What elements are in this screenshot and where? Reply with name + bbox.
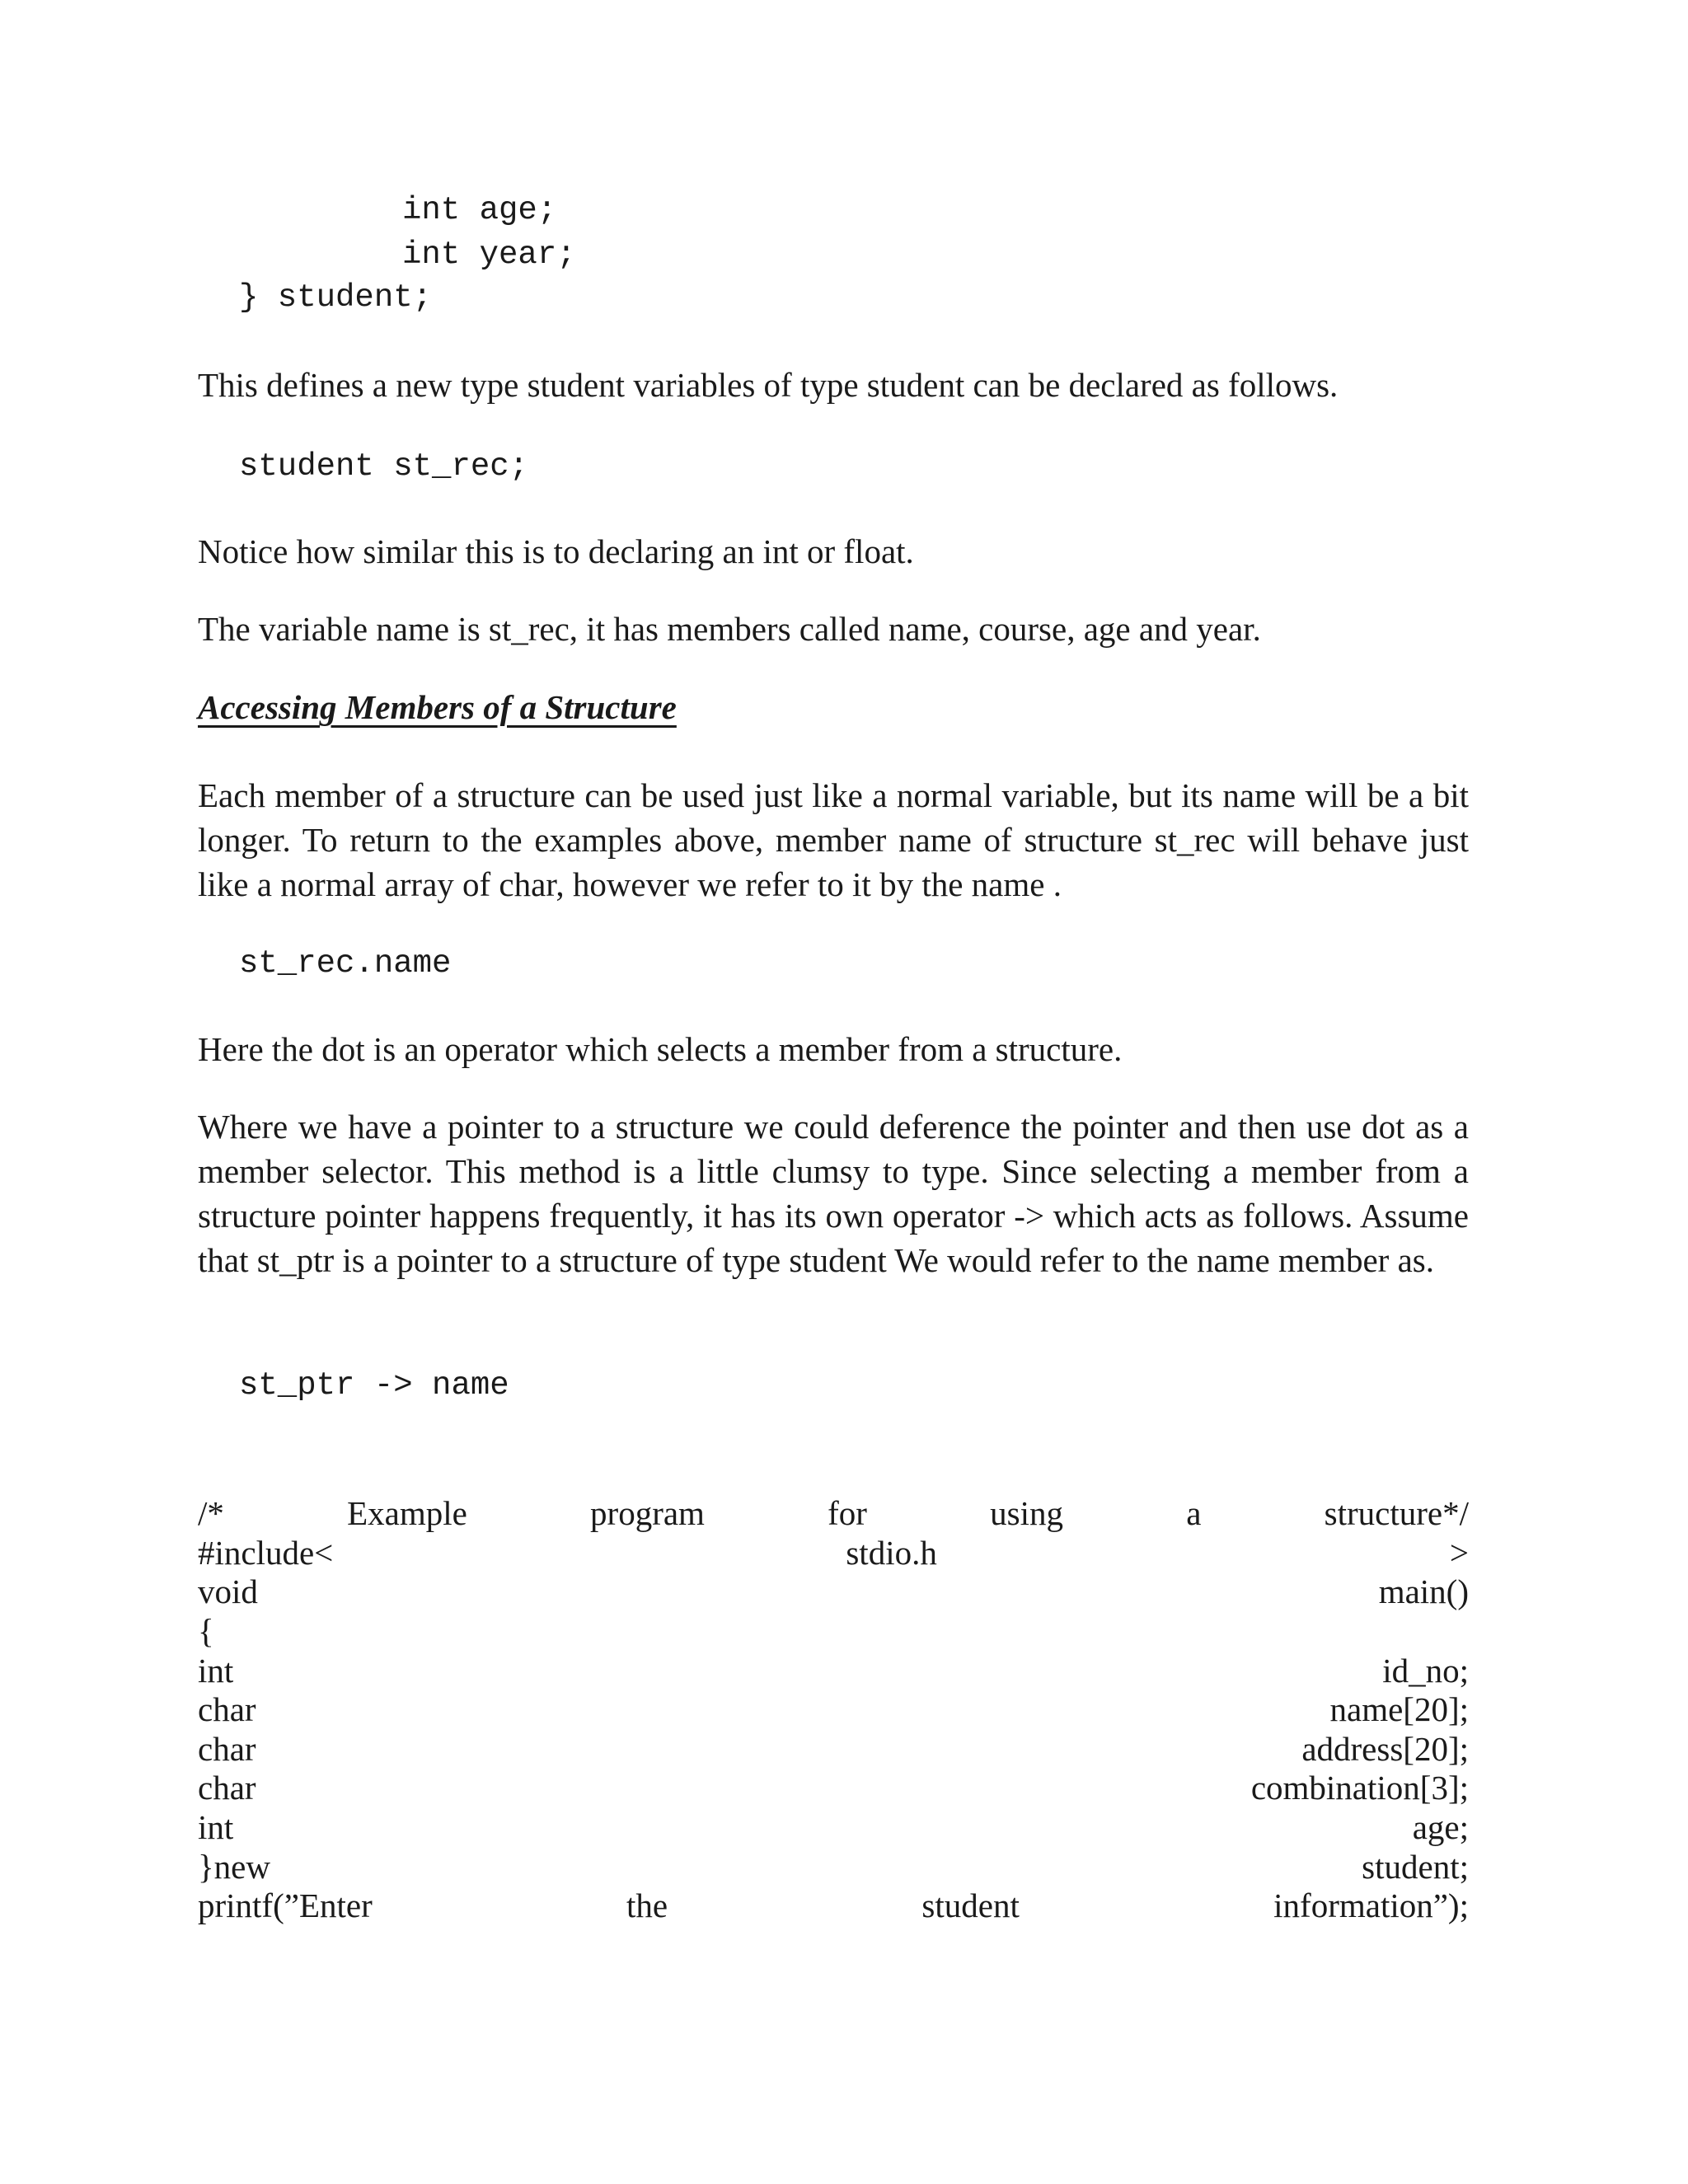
program-token: int — [198, 1652, 234, 1690]
paragraph-notice: Notice how similar this is to declaring an int or float. — [198, 532, 914, 570]
program-token: id_no; — [1382, 1652, 1469, 1690]
code-st-rec-name: st_rec.name — [239, 945, 452, 982]
program-line — [198, 1533, 1469, 1572]
program-token: #include< — [198, 1534, 334, 1572]
code-st-ptr-name: st_ptr -> name — [239, 1367, 509, 1404]
program-token: }new — [198, 1848, 270, 1886]
paragraph-new-type: This defines a new type student variables of type student can be declared as follows. — [198, 366, 1339, 404]
program-token: using — [990, 1494, 1064, 1532]
code-student-st-rec: student st_rec; — [239, 448, 529, 485]
code-line-student: } student; — [239, 279, 433, 316]
program-line — [198, 1572, 1469, 1611]
program-token: main() — [1378, 1572, 1469, 1610]
program-token: information”); — [1273, 1886, 1469, 1924]
program-token: address[20]; — [1301, 1730, 1469, 1768]
program-token: a — [1186, 1494, 1202, 1532]
program-line — [198, 1611, 1469, 1651]
program-token: char — [198, 1730, 256, 1768]
program-token: stdio.h — [846, 1534, 937, 1572]
program-line — [198, 1847, 1469, 1886]
program-token: printf(”Enter — [198, 1886, 373, 1924]
paragraph-each-member: Each member of a structure can be used just like a normal variable, but its name will be a bit longer. To return to the examples above, member name of structure st_rec will behave just like a normal array of char, however we refer to it by the name . — [198, 776, 1469, 903]
section-heading: Accessing Members of a Structure — [198, 688, 677, 726]
program-token: void — [198, 1572, 258, 1610]
program-line — [198, 1729, 1469, 1769]
paragraph-dot-operator: Here the dot is an operator which selects a member from a structure. — [198, 1030, 1123, 1068]
program-token: structure*/ — [1324, 1494, 1469, 1532]
paragraph-variable-name: The variable name is st_rec, it has members called name, course, age and year. — [198, 610, 1261, 648]
program-token: char — [198, 1769, 256, 1807]
code-line-int-age: int age; — [402, 192, 557, 228]
program-token: student — [921, 1886, 1020, 1924]
program-token: Example — [347, 1494, 467, 1532]
program-token: program — [590, 1494, 705, 1532]
program-token: age; — [1412, 1808, 1469, 1846]
program-token: > — [1449, 1534, 1469, 1572]
program-token: student; — [1362, 1848, 1469, 1886]
program-token: /* — [198, 1494, 224, 1532]
program-token: combination[3]; — [1250, 1769, 1469, 1807]
program-token: { — [198, 1612, 214, 1650]
program-line — [198, 1651, 1469, 1690]
program-line — [198, 1807, 1469, 1847]
program-token: for — [828, 1494, 867, 1532]
program-token: name[20]; — [1329, 1690, 1469, 1728]
program-line — [198, 1886, 1469, 1925]
program-token: the — [626, 1886, 668, 1924]
program-token: int — [198, 1808, 234, 1846]
code-line-int-year: int year; — [402, 237, 576, 273]
paragraph-pointer: Where we have a pointer to a structure we could deference the pointer and then use dot as a member selector. This method is a little clumsy to type. Since selecting a member from a structure pointer happens frequently, it has its own operator -> which acts as follows. Assume that st_ptr is a pointer to a structure of type student We would refer to the name member as. — [198, 1108, 1469, 1279]
program-line — [198, 1690, 1469, 1729]
program-line — [198, 1768, 1469, 1807]
program-line — [198, 1493, 1469, 1533]
program-token: char — [198, 1690, 256, 1728]
